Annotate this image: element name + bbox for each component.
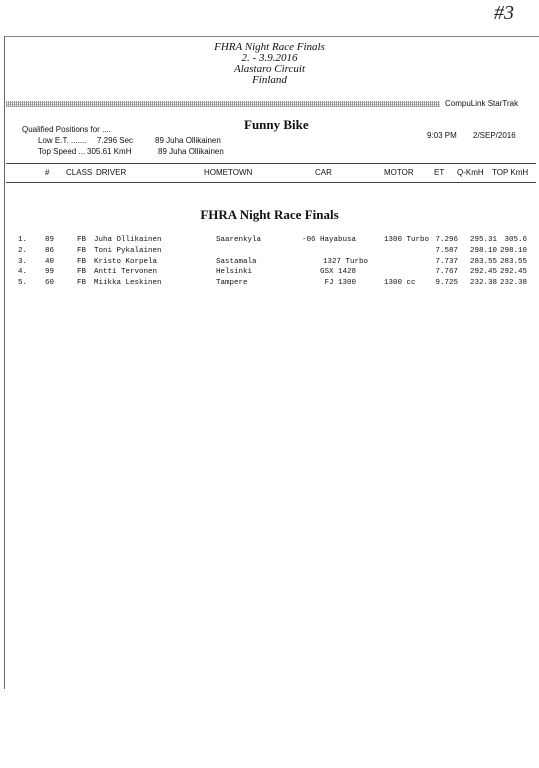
top-speed-value: 305.61 KmH xyxy=(87,147,132,156)
row-number: 86 xyxy=(45,247,55,255)
row-top-kmh: 292.45 xyxy=(499,268,527,276)
table-row xyxy=(0,236,539,245)
row-number: 89 xyxy=(45,236,55,244)
top-speed-label: Top Speed ... xyxy=(38,147,86,156)
row-et: 7.737 xyxy=(435,258,458,266)
row-top-kmh: 232.38 xyxy=(499,279,527,287)
low-et-holder: 89 Juha Ollikainen xyxy=(155,136,221,145)
top-speed-holder: 89 Juha Ollikainen xyxy=(158,147,224,156)
col-number: # xyxy=(45,168,50,177)
row-position: 3. xyxy=(18,258,28,266)
row-qkmh: 283.55 xyxy=(469,258,497,266)
qualified-label: Qualified Positions for .... xyxy=(22,125,111,134)
row-driver: Juha Ollikainen xyxy=(94,236,162,244)
col-qkmh: Q-KmH xyxy=(457,168,484,177)
col-class: CLASS xyxy=(66,168,93,177)
table-row xyxy=(0,247,539,256)
row-top-kmh: 298.10 xyxy=(499,247,527,255)
row-et: 7.767 xyxy=(435,268,458,276)
report-date: 2/SEP/2016 xyxy=(473,131,516,140)
row-driver: Antti Tervonen xyxy=(94,268,158,276)
low-et-value: 7.296 Sec xyxy=(97,136,134,145)
row-class: FB xyxy=(77,268,87,276)
row-class: FB xyxy=(77,258,87,266)
row-position: 2. xyxy=(18,247,28,255)
col-car: CAR xyxy=(315,168,332,177)
row-et: 7.587 xyxy=(435,247,458,255)
row-qkmh: 292.45 xyxy=(469,268,497,276)
header-rule-bottom xyxy=(6,182,536,183)
col-top-kmh: TOP KmH xyxy=(492,168,529,177)
row-car: 1327 Turbo xyxy=(322,258,368,266)
class-title: Funny Bike xyxy=(244,117,309,132)
row-class: FB xyxy=(77,279,87,287)
row-hometown: Helsinki xyxy=(216,268,253,276)
event-country: Finland xyxy=(252,74,287,86)
row-class: FB xyxy=(77,247,87,255)
row-position: 5. xyxy=(18,279,28,287)
col-driver: DRIVER xyxy=(96,168,127,177)
event-dates: 2. - 3.9.2016 xyxy=(241,52,298,64)
row-driver: Kristo Korpela xyxy=(94,258,158,266)
row-motor: 1300 cc xyxy=(384,279,416,287)
row-hometown: Sastamala xyxy=(216,258,257,266)
table-row xyxy=(0,279,539,288)
col-motor: MOTOR xyxy=(384,168,414,177)
event-venue: Alastaro Circuit xyxy=(234,63,305,75)
col-et: ET xyxy=(434,168,445,177)
handwritten-page-number: #3 xyxy=(494,2,514,24)
row-motor: 1300 Turbo xyxy=(384,236,430,244)
row-car: GSX 1428 xyxy=(319,268,356,276)
header-rule-top xyxy=(6,163,536,164)
row-top-kmh: 283.55 xyxy=(499,258,527,266)
row-qkmh: 298.10 xyxy=(469,247,497,255)
event-header xyxy=(0,42,539,86)
row-top-kmh: 305.6 xyxy=(504,236,527,244)
table-row xyxy=(0,258,539,267)
report-time: 9:03 PM xyxy=(427,131,457,140)
row-et: 7.296 xyxy=(435,236,458,244)
row-qkmh: 232.38 xyxy=(469,279,497,287)
row-driver: Toni Pykalainen xyxy=(94,247,162,255)
row-hometown: Tampere xyxy=(216,279,248,287)
row-hometown: Saarenkyla xyxy=(216,236,262,244)
row-car: -06 Hayabusa xyxy=(301,236,356,244)
row-position: 1. xyxy=(18,236,28,244)
col-hometown: HOMETOWN xyxy=(204,168,253,177)
row-class: FB xyxy=(77,236,87,244)
row-number: 40 xyxy=(45,258,55,266)
section-title: FHRA Night Race Finals xyxy=(200,207,339,222)
row-car: FJ 1300 xyxy=(324,279,356,287)
row-position: 4. xyxy=(18,268,28,276)
low-et-label: Low E.T. ....... xyxy=(38,136,87,145)
table-row xyxy=(0,268,539,277)
dotted-separator xyxy=(6,101,440,107)
row-qkmh: 295.31 xyxy=(469,236,497,244)
system-label: CompuLink StarTrak xyxy=(445,99,519,108)
row-number: 60 xyxy=(45,279,55,287)
event-title: FHRA Night Race Finals xyxy=(214,41,325,53)
row-number: 99 xyxy=(45,268,55,276)
row-et: 9.725 xyxy=(435,279,458,287)
row-driver: Miikka Leskinen xyxy=(94,279,162,287)
